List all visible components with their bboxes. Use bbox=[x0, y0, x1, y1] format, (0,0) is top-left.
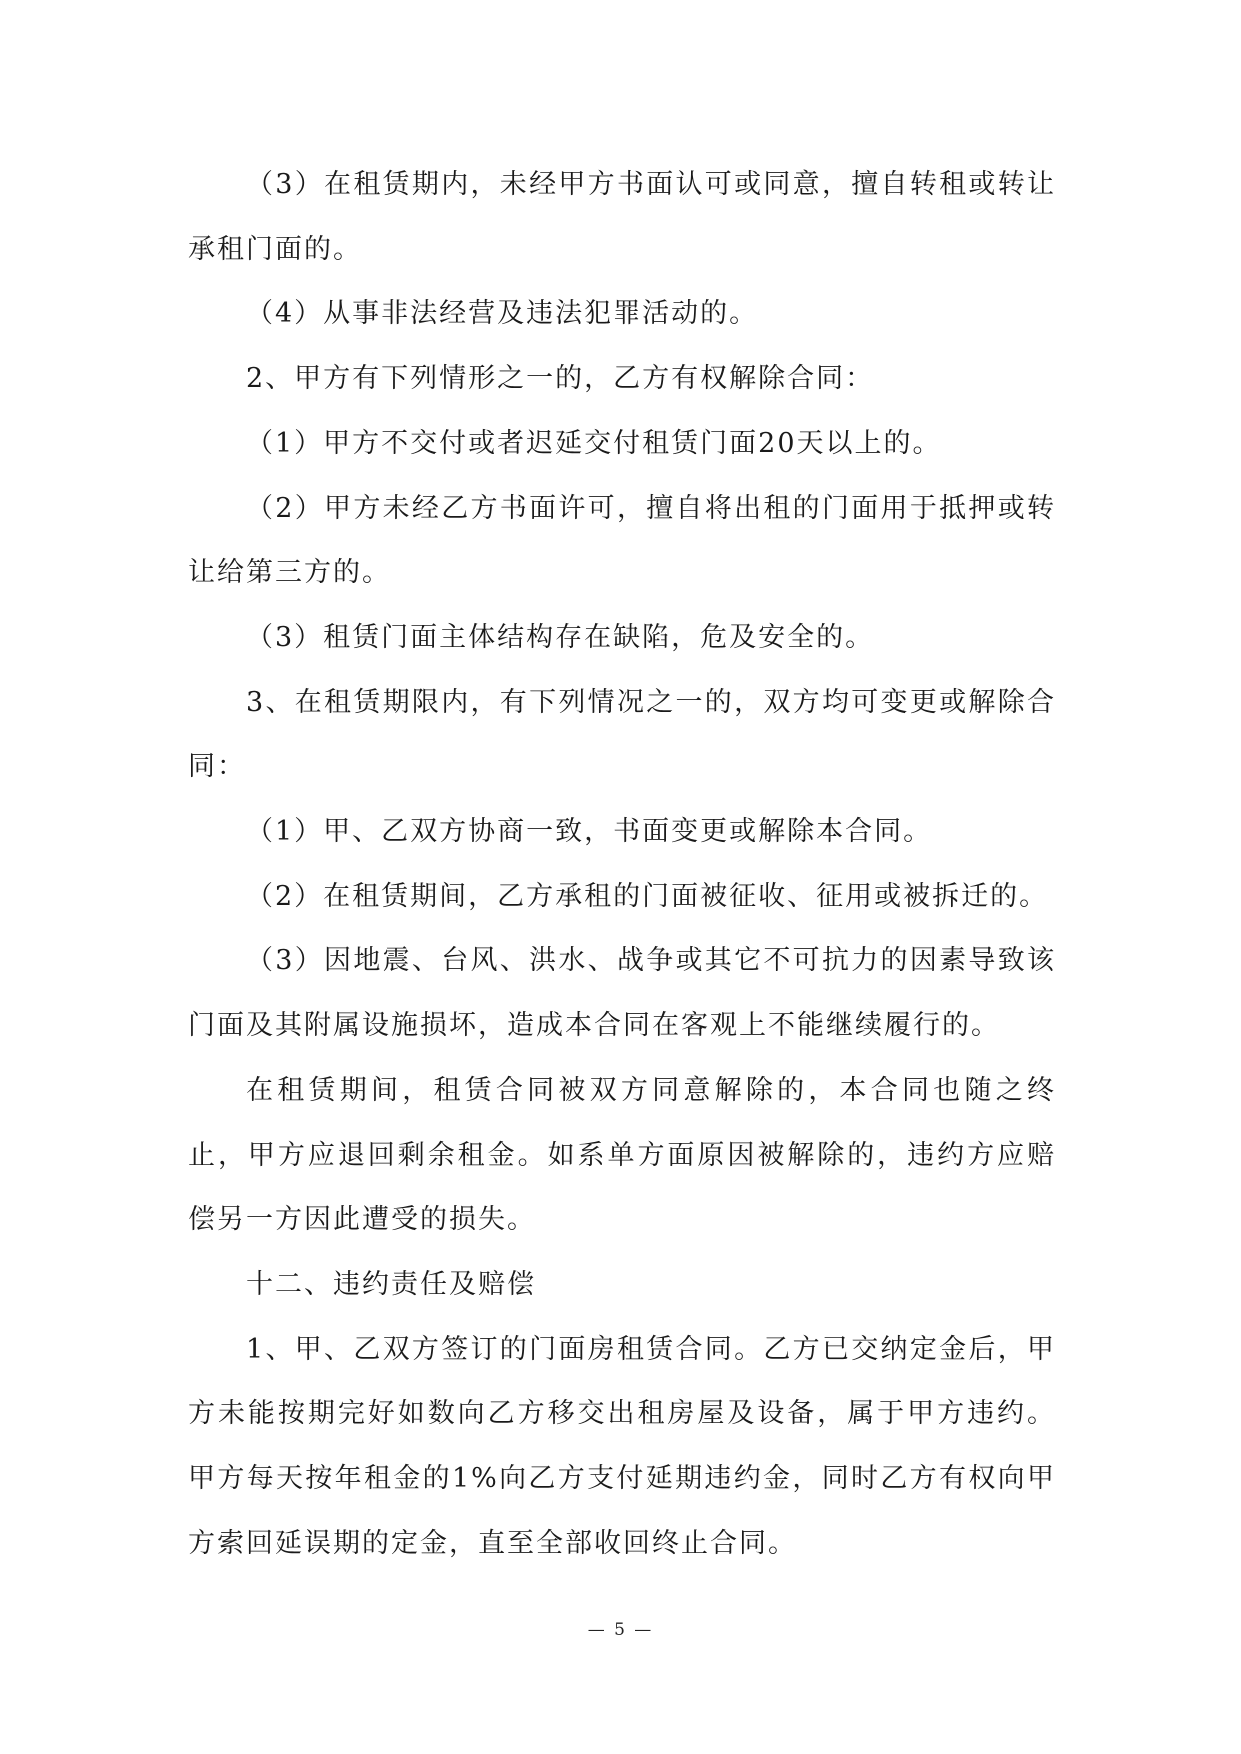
paragraph-section-2: 2、甲方有下列情形之一的，乙方有权解除合同： bbox=[246, 363, 875, 395]
paragraph-section-3: 3、在租赁期限内，有下列情况之一的，双方均可变更或解除合同： bbox=[188, 686, 1056, 783]
paragraph-termination-note: 在租赁期间，租赁合同被双方同意解除的，本合同也随之终止，甲方应退回剩余租金。如系单方面原因被解除的，违约方应赔偿另一方因此遭受的损失。 bbox=[188, 1074, 1056, 1236]
paragraph-clause-4: （4）从事非法经营及违法犯罪活动的。 bbox=[246, 298, 759, 330]
paragraph-section-2-item-2: （2）甲方未经乙方书面许可，擅自将出租的门面用于抵押或转让给第三方的。 bbox=[188, 492, 1056, 589]
document-body bbox=[188, 153, 1056, 1576]
paragraph-section-2-item-1: （1）甲方不交付或者迟延交付租赁门面20天以上的。 bbox=[246, 427, 942, 459]
page-number: — 5 — bbox=[587, 1620, 654, 1640]
paragraph-section-3-item-2: （2）在租赁期间，乙方承租的门面被征收、征用或被拆迁的。 bbox=[246, 880, 1049, 912]
paragraph-breach-clause-1: 1、甲、乙双方签订的门面房租赁合同。乙方已交纳定金后，甲方未能按期完好如数向乙方移交出租房屋及设备，属于甲方违约。甲方每天按年租金的1%向乙方支付延期违约金，同时乙方有权向甲方索回延误期的定金，直至全部收回终止合同。 bbox=[188, 1333, 1056, 1559]
paragraph-clause-3: （3）在租赁期内，未经甲方书面认可或同意，擅自转租或转让承租门面的。 bbox=[188, 169, 1056, 265]
paragraph-section-3-item-3: （3）因地震、台风、洪水、战争或其它不可抗力的因素导致该门面及其附属设施损坏，造成本合同在客观上不能继续履行的。 bbox=[188, 945, 1056, 1042]
paragraph-section-2-item-3: （3）租赁门面主体结构存在缺陷，危及安全的。 bbox=[246, 621, 875, 653]
section-heading-breach-liability: 十二、违约责任及赔偿 bbox=[246, 1268, 536, 1300]
paragraph-section-3-item-1: （1）甲、乙双方协商一致，书面变更或解除本合同。 bbox=[246, 816, 933, 848]
